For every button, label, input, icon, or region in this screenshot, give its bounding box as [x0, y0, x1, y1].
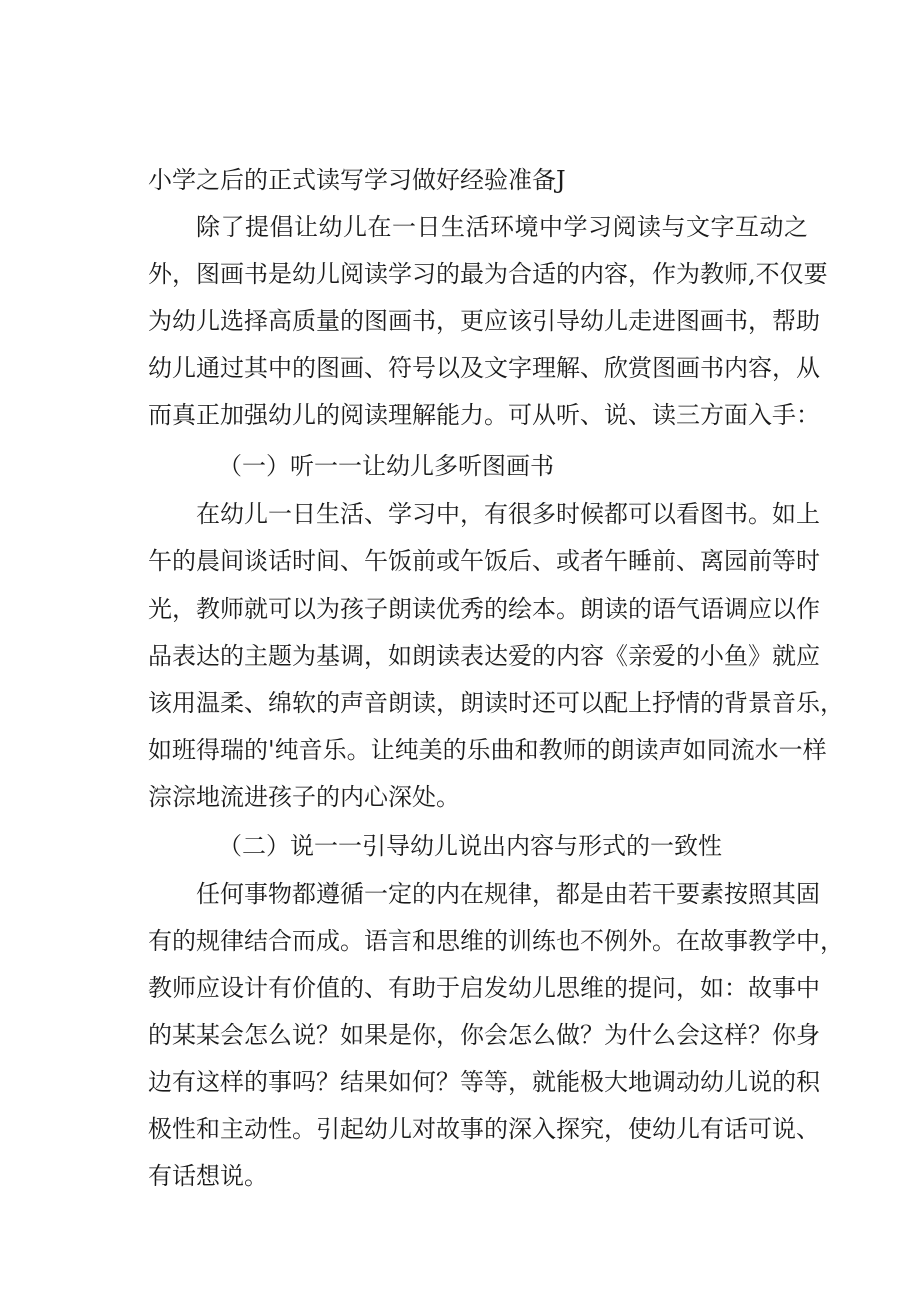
text-line: 教师应设计有价值的、有助于启发幼儿思维的提问，如：故事中 — [148, 974, 820, 1002]
text-line: 的某某会怎么说？如果是你，你会怎么做？为什么会这样？你身 — [148, 1021, 820, 1049]
paragraph-first-line: 在幼儿一日生活、学习中，有很多时候都可以看图书。如上 — [196, 500, 820, 528]
text-line: 而真正加强幼儿的阅读理解能力。可从听、说、读三方面入手： — [148, 401, 820, 429]
section-heading-listen: （一）听一一让幼儿多听图画书 — [218, 452, 554, 480]
paragraph-first-line: 任何事物都遵循一定的内在规律，都是由若干要素按照其固 — [196, 880, 820, 908]
text-line: 有话想说。 — [148, 1162, 268, 1190]
text-line: 幼儿通过其中的图画、符号以及文字理解、欣赏图画书内容，从 — [148, 354, 820, 382]
text-line: 如班得瑞的'纯音乐。让纯美的乐曲和教师的朗读声如同流水一样 — [148, 736, 827, 764]
text-line: 有的规律结合而成。语言和思维的训练也不例外。在故事教学中， — [148, 927, 844, 955]
text-line: 午的晨间谈话时间、午饭前或午饭后、或者午睡前、离园前等时 — [148, 547, 820, 575]
section-heading-speak: （二）说一一引导幼儿说出内容与形式的一致性 — [218, 832, 722, 860]
text-line: 品表达的主题为基调，如朗读表达爱的内容《亲爱的小鱼》就应 — [148, 642, 820, 670]
text-line: 边有这样的事吗？结果如何？等等，就能极大地调动幼儿说的积 — [148, 1068, 820, 1096]
text-line: 为幼儿选择高质量的图画书，更应该引导幼儿走进图画书，帮助 — [148, 307, 820, 335]
text-line: 光，教师就可以为孩子朗读优秀的绘本。朗读的语气语调应以作 — [148, 595, 820, 623]
text-line: 该用温柔、绵软的声音朗读，朗读时还可以配上抒情的背景音乐， — [148, 689, 844, 717]
text-line: 外，图画书是幼儿阅读学习的最为合适的内容，作为教师,不仅要 — [148, 260, 828, 288]
text-line: 极性和主动性。引起幼儿对故事的深入探究，使幼儿有话可说、 — [148, 1115, 820, 1143]
paragraph-first-line: 除了提倡让幼儿在一日生活环境中学习阅读与文字互动之 — [196, 213, 808, 241]
text-line: 小学之后的正式读写学习做好经验准备J — [148, 166, 566, 194]
text-line: 淙淙地流进孩子的内心深处。 — [148, 783, 460, 811]
